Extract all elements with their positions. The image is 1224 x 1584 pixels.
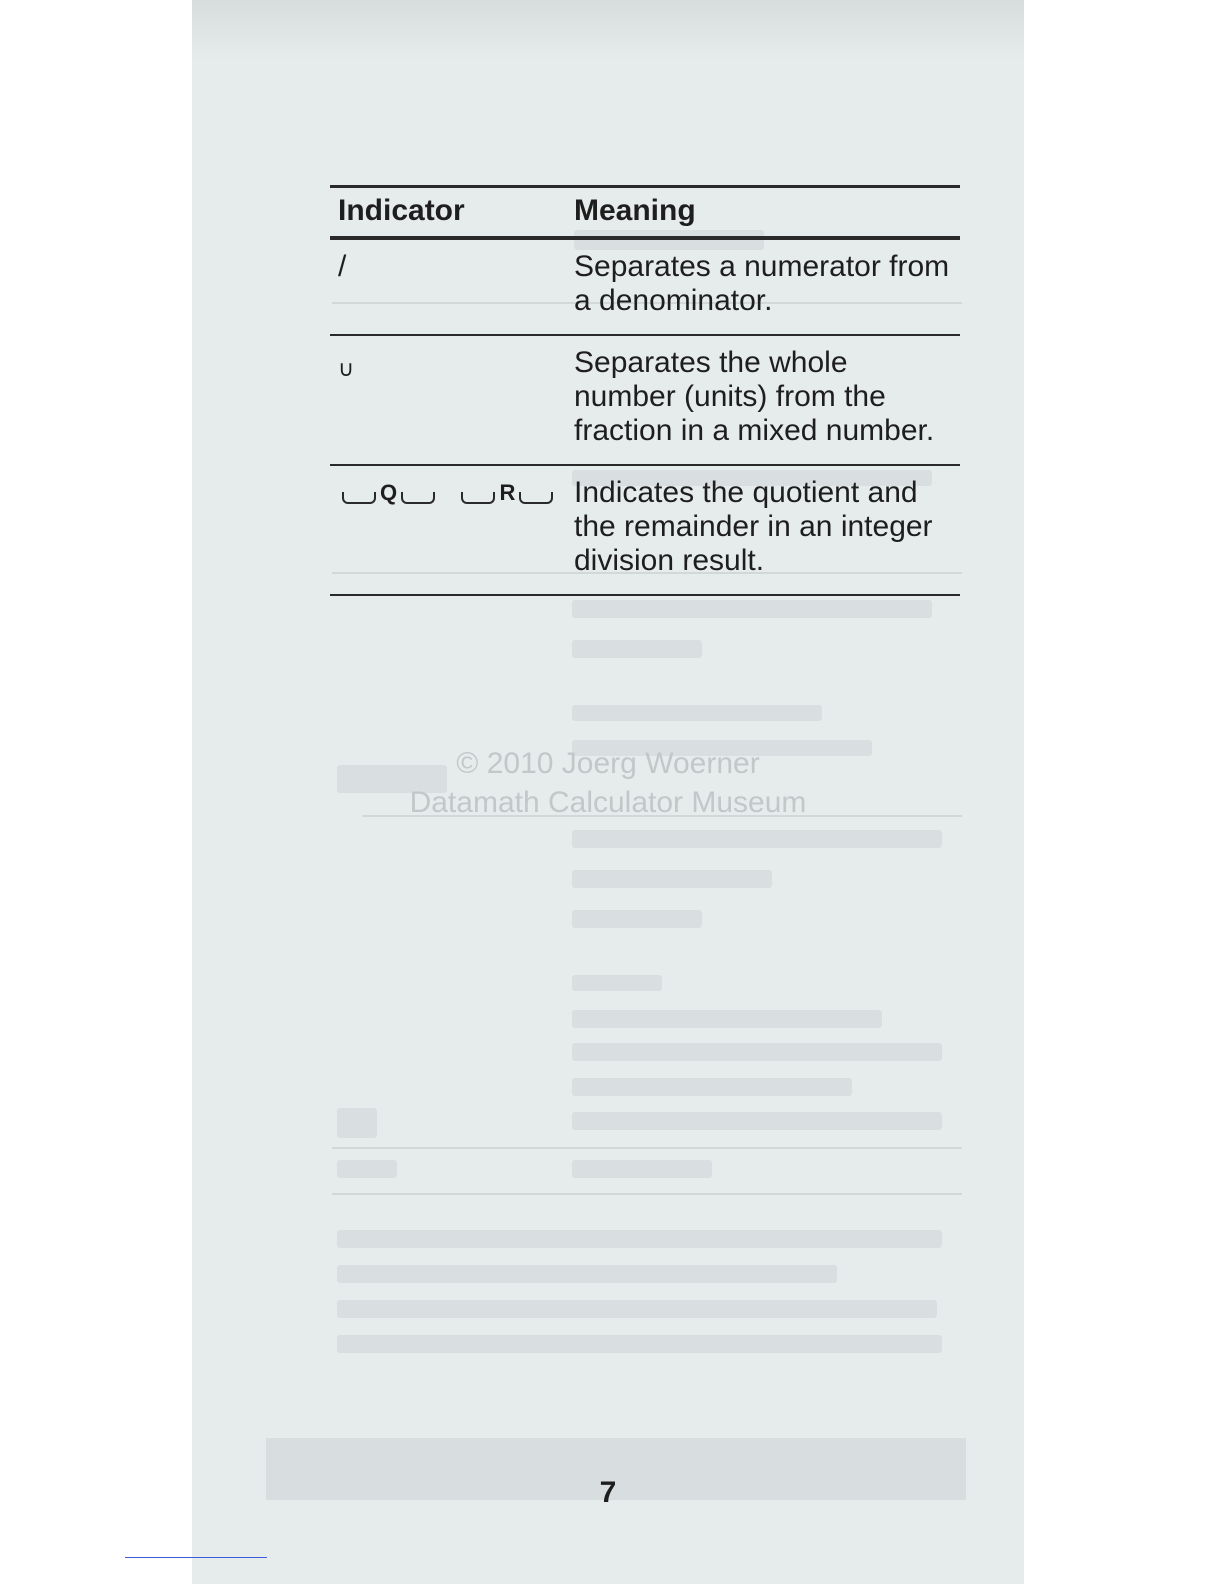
header-meaning: Meaning xyxy=(566,187,960,239)
table-header-row xyxy=(330,187,960,239)
unit-separator-indicator: ∪ xyxy=(338,356,355,381)
blank-underscore-icon xyxy=(461,492,495,504)
meaning-cell: Separates the whole number (units) from the fraction in a mixed number. xyxy=(566,335,960,465)
meaning-cell: Separates a numerator from a denominator. xyxy=(566,238,960,335)
blank-underscore-icon xyxy=(342,492,376,504)
blank-underscore-icon xyxy=(401,492,435,504)
table-row xyxy=(330,335,960,465)
remainder-letter: R xyxy=(499,480,516,505)
blank-underscore-icon xyxy=(519,492,553,504)
indicator-table xyxy=(330,185,960,596)
watermark-museum: Datamath Calculator Museum xyxy=(409,786,807,819)
indicator-cell xyxy=(330,465,566,595)
quotient-letter: Q xyxy=(380,480,398,505)
indicator-cell xyxy=(330,335,566,465)
slash-indicator: / xyxy=(338,250,347,283)
indicator-cell xyxy=(330,238,566,335)
table-row xyxy=(330,465,960,595)
manual-page xyxy=(192,0,1024,1584)
table-row xyxy=(330,238,960,335)
quotient-remainder-indicator xyxy=(338,480,557,505)
meaning-cell: Indicates the quotient and the remainder in an integer division result. xyxy=(566,465,960,595)
page-number: 7 xyxy=(599,1476,617,1509)
watermark-copyright: © 2010 Joerg Woerner xyxy=(456,747,760,780)
footer-link-underline xyxy=(125,1557,267,1558)
header-indicator: Indicator xyxy=(330,187,566,239)
